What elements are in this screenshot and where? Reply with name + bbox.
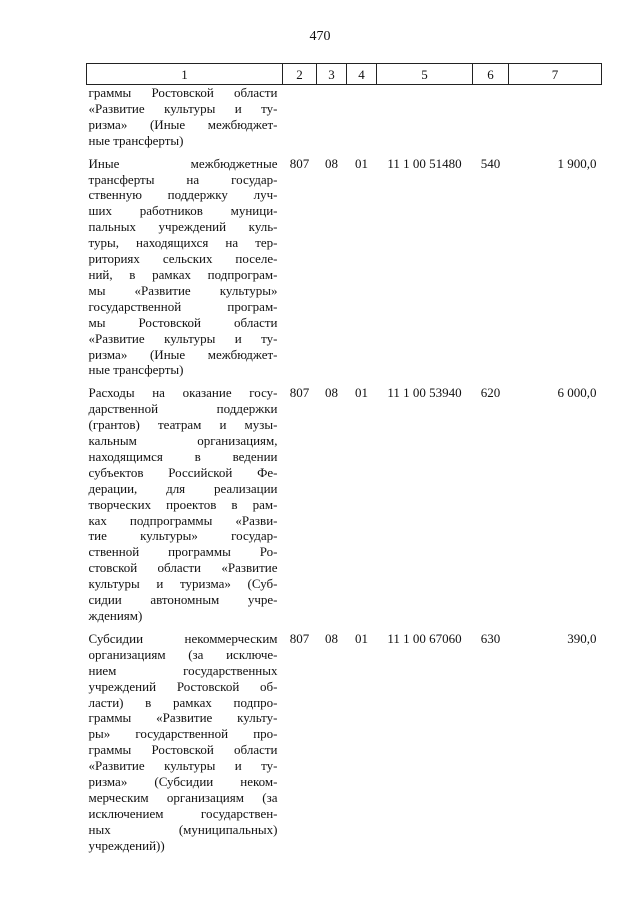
amount-cell: 1 900,0: [557, 155, 597, 171]
description-line: дерации, для реализации: [88, 480, 278, 496]
table-header: [87, 64, 602, 85]
header-col-5: 5: [377, 64, 473, 85]
amount-cell: 6 000,0: [557, 385, 597, 401]
header-col-6: 6: [473, 64, 509, 85]
description-line: субъектов Российской Фе-: [88, 464, 278, 480]
description-line: учреждений)): [88, 837, 165, 853]
description-line: граммы Ростовской области: [88, 742, 278, 758]
description-line: ственную поддержку луч-: [88, 187, 278, 203]
description-line: организациям (за исключе-: [88, 646, 278, 662]
description-line: сидии автономным учре-: [88, 592, 278, 608]
admin-code-cell: 807: [289, 385, 310, 401]
description-line: ры» государственной про-: [88, 726, 278, 742]
description-line: ственной программы Ро-: [88, 544, 278, 560]
section-code-cell: 08: [325, 385, 338, 401]
description-line: учреждений Ростовской об-: [88, 678, 278, 694]
header-col-1: 1: [87, 64, 283, 85]
description-line: Иные межбюджетные: [88, 155, 278, 171]
continuation-description: [87, 85, 283, 156]
expense-type-cell: 620: [480, 385, 501, 401]
section-code-cell: 08: [325, 155, 338, 171]
description-line: ласти) в рамках подпро-: [88, 694, 278, 710]
description-line: туры, находящихся на тер-: [88, 235, 278, 251]
table-row-continuation: [87, 85, 602, 156]
section-code-cell: 08: [325, 630, 338, 646]
empty-cell: [377, 85, 473, 156]
table-row: [87, 156, 602, 386]
description-line: (грантов) театрам и музы-: [88, 417, 278, 433]
description-line: мы «Развитие культуры»: [88, 282, 278, 298]
admin-code-cell: 807: [289, 630, 310, 646]
description-line: «Развитие культуры и ту-: [88, 758, 278, 774]
description-line: ках подпрограммы «Разви-: [88, 512, 278, 528]
budget-table: [86, 63, 602, 861]
header-row: [87, 64, 602, 85]
description-line: тие культуры» государ-: [88, 528, 278, 544]
description-line: мы Ростовской области: [88, 314, 278, 330]
table-row: [87, 631, 602, 861]
description-line: ризма» (Иные межбюджет-: [88, 346, 278, 362]
description-line: нием государственных: [88, 662, 278, 678]
expense-type-cell: 630: [480, 630, 501, 646]
description-line: государственной програм-: [88, 298, 278, 314]
empty-cell: [509, 85, 602, 156]
description-line: ных (муниципальных): [88, 821, 278, 837]
description-line: ные трансферты): [88, 362, 184, 378]
expense-type-cell: 540: [480, 155, 501, 171]
description-line: стовской области «Развитие: [88, 560, 278, 576]
target-article-cell: 11 1 00 67060: [387, 630, 462, 646]
empty-cell: [283, 85, 317, 156]
empty-cell: [317, 85, 347, 156]
description-line: кальным организациям,: [88, 433, 278, 449]
subsection-code-cell: 01: [355, 630, 368, 646]
admin-code-cell: 807: [289, 155, 310, 171]
header-col-2: 2: [283, 64, 317, 85]
row-description: [87, 631, 283, 861]
description-line: «Развитие культуры и ту-: [88, 100, 278, 116]
table-body: [87, 85, 602, 861]
description-line: граммы Ростовской области: [88, 85, 278, 100]
description-line: ризма» (Субсидии неком-: [88, 774, 278, 790]
target-article-cell: 11 1 00 53940: [387, 385, 462, 401]
target-article-cell: 11 1 00 51480: [387, 155, 462, 171]
header-col-4: 4: [347, 64, 377, 85]
table-row: [87, 385, 602, 631]
description-line: ные трансферты): [88, 132, 184, 148]
description-line: мерческим организациям (за: [88, 789, 278, 805]
header-col-3: 3: [317, 64, 347, 85]
description-line: творческих проектов в рам-: [88, 496, 278, 512]
description-line: трансферты на государ-: [88, 171, 278, 187]
description-line: исключением государствен-: [88, 805, 278, 821]
description-line: дарственной поддержки: [88, 401, 278, 417]
description-line: ризма» (Иные межбюджет-: [88, 116, 278, 132]
description-line: Субсидии некоммерческим: [88, 630, 278, 646]
description-line: ждениям): [88, 608, 143, 623]
subsection-code-cell: 01: [355, 385, 368, 401]
description-line: риториях сельских поселе-: [88, 251, 278, 267]
row-description: [87, 385, 283, 631]
header-col-7: 7: [509, 64, 602, 85]
subsection-code-cell: 01: [355, 155, 368, 171]
row-description: [87, 156, 283, 386]
page-number: 470: [309, 29, 331, 44]
description-line: Расходы на оказание госу-: [88, 385, 278, 401]
description-line: граммы «Развитие культу-: [88, 710, 278, 726]
description-line: «Развитие культуры и ту-: [88, 330, 278, 346]
empty-cell: [347, 85, 377, 156]
description-line: находящимся в ведении: [88, 448, 278, 464]
amount-cell: 390,0: [567, 630, 597, 646]
empty-cell: [473, 85, 509, 156]
description-line: пальных учреждений куль-: [88, 219, 278, 235]
description-line: ших работников муници-: [88, 203, 278, 219]
description-line: культуры и туризма» (Суб-: [88, 576, 278, 592]
description-line: ний, в рамках подпрограм-: [88, 266, 278, 282]
